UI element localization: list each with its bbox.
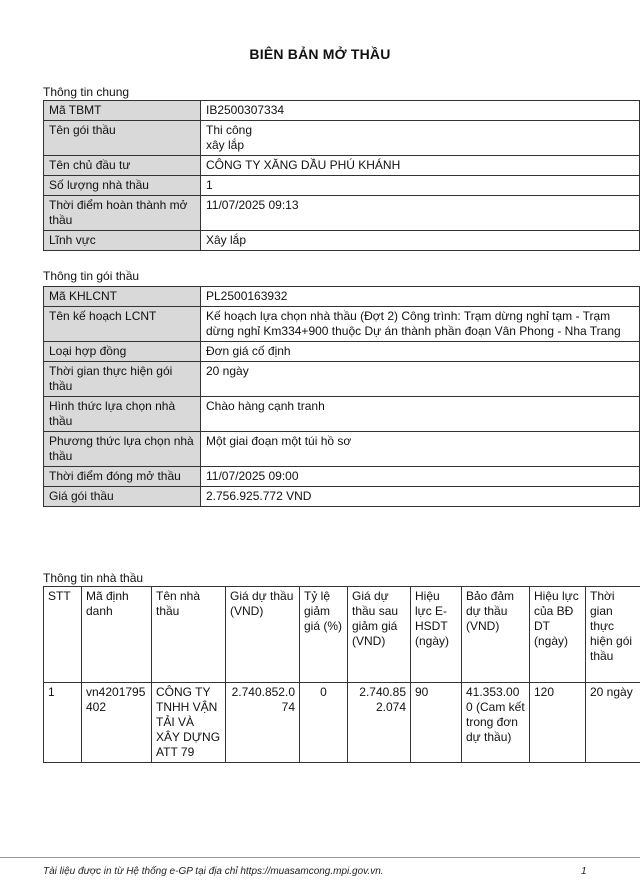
- table-row: [44, 121, 640, 156]
- row-value: Thi công xây lắp: [201, 121, 640, 156]
- footer-note: Tài liệu được in từ Hệ thống e-GP tại địa chỉ https://muasamcong.mpi.gov.vn.: [43, 866, 384, 877]
- row-value: IB2500307334: [201, 101, 640, 121]
- row-value: Đơn giá cố định: [201, 342, 640, 362]
- column-header: Tỷ lệ giảm giá (%): [300, 587, 348, 683]
- row-value: Kế hoạch lựa chọn nhà thầu (Đợt 2) Công trình: Trạm dừng nghỉ tạm - Trạm dừng nghỉ Km334+900 thuộc Dự án thành phần đoạn Vân Phong - Nha Trang: [201, 307, 640, 342]
- cell-security-validity: 120: [530, 683, 586, 763]
- column-header: Hiệu lực của BĐ DT (ngày): [530, 587, 586, 683]
- row-label: Thời điểm hoàn thành mở thầu: [44, 196, 201, 231]
- row-value: Xây lắp: [201, 231, 640, 251]
- cell-bidder-name: CÔNG TY TNHH VẬN TẢI VÀ XÂY DỰNG ATT 79: [152, 683, 226, 763]
- row-label: Số lượng nhà thầu: [44, 176, 201, 196]
- table-row: [44, 432, 640, 467]
- page-number: 1: [581, 866, 587, 877]
- row-label: Tên kế hoạch LCNT: [44, 307, 201, 342]
- table-row: [44, 101, 640, 121]
- row-value: Chào hàng cạnh tranh: [201, 397, 640, 432]
- table-row: [44, 467, 640, 487]
- table-row: [44, 196, 640, 231]
- cell-discount: 0: [300, 683, 348, 763]
- row-value: 20 ngày: [201, 362, 640, 397]
- table-row: [44, 683, 640, 763]
- column-header: Giá dự thầu (VND): [226, 587, 300, 683]
- row-label: Tên gói thầu: [44, 121, 201, 156]
- table-row: [44, 176, 640, 196]
- table-row: [44, 156, 640, 176]
- column-header: Giá dự thầu sau giảm giá (VND): [348, 587, 411, 683]
- row-label: Loại hợp đồng: [44, 342, 201, 362]
- table-row: [44, 362, 640, 397]
- column-header: Tên nhà thầu: [152, 587, 226, 683]
- row-value: 2.756.925.772 VND: [201, 487, 640, 507]
- cell-stt: 1: [44, 683, 82, 763]
- row-label: Tên chủ đầu tư: [44, 156, 201, 176]
- table-row: [44, 342, 640, 362]
- table-row: [44, 231, 640, 251]
- row-label: Thời gian thực hiện gói thầu: [44, 362, 201, 397]
- column-header: Hiệu lực E-HSDT (ngày): [411, 587, 462, 683]
- cell-ehsdt-validity: 90: [411, 683, 462, 763]
- table-row: [44, 287, 640, 307]
- row-label: Phương thức lựa chọn nhà thầu: [44, 432, 201, 467]
- cell-discounted-price: 2.740.852.074: [348, 683, 411, 763]
- general-info-heading: Thông tin chung: [43, 85, 130, 99]
- row-label: Hình thức lựa chọn nhà thầu: [44, 397, 201, 432]
- row-label: Thời điểm đóng mở thầu: [44, 467, 201, 487]
- row-value: Một giai đoạn một túi hồ sơ: [201, 432, 640, 467]
- row-label: Giá gói thầu: [44, 487, 201, 507]
- table-row: [44, 307, 640, 342]
- row-label: Mã KHLCNT: [44, 287, 201, 307]
- row-label: Lĩnh vực: [44, 231, 201, 251]
- column-header: STT: [44, 587, 82, 683]
- row-value: 11/07/2025 09:00: [201, 467, 640, 487]
- table-row: [44, 487, 640, 507]
- column-header: Thời gian thực hiện gói thầu: [586, 587, 640, 683]
- document-title: BIÊN BẢN MỞ THẦU: [249, 46, 391, 62]
- row-value: PL2500163932: [201, 287, 640, 307]
- package-info-table: [43, 286, 640, 507]
- column-header: Bảo đảm dự thầu (VND): [462, 587, 530, 683]
- row-value: 1: [201, 176, 640, 196]
- row-value: CÔNG TY XĂNG DẦU PHÚ KHÁNH: [201, 156, 640, 176]
- bidder-info-heading: Thông tin nhà thầu: [43, 571, 144, 585]
- footer-divider: [0, 857, 640, 858]
- cell-duration: 20 ngày: [586, 683, 640, 763]
- column-header: Mã định danh: [82, 587, 152, 683]
- row-value: 11/07/2025 09:13: [201, 196, 640, 231]
- package-info-heading: Thông tin gói thầu: [43, 269, 140, 283]
- cell-bidder-id: vn4201795402: [82, 683, 152, 763]
- cell-bid-security: 41.353.000 (Cam kết trong đơn dự thầu): [462, 683, 530, 763]
- table-header-row: [44, 587, 640, 683]
- bidder-table: [43, 586, 640, 763]
- general-info-table: [43, 100, 640, 251]
- table-row: [44, 397, 640, 432]
- row-label: Mã TBMT: [44, 101, 201, 121]
- cell-bid-price: 2.740.852.074: [226, 683, 300, 763]
